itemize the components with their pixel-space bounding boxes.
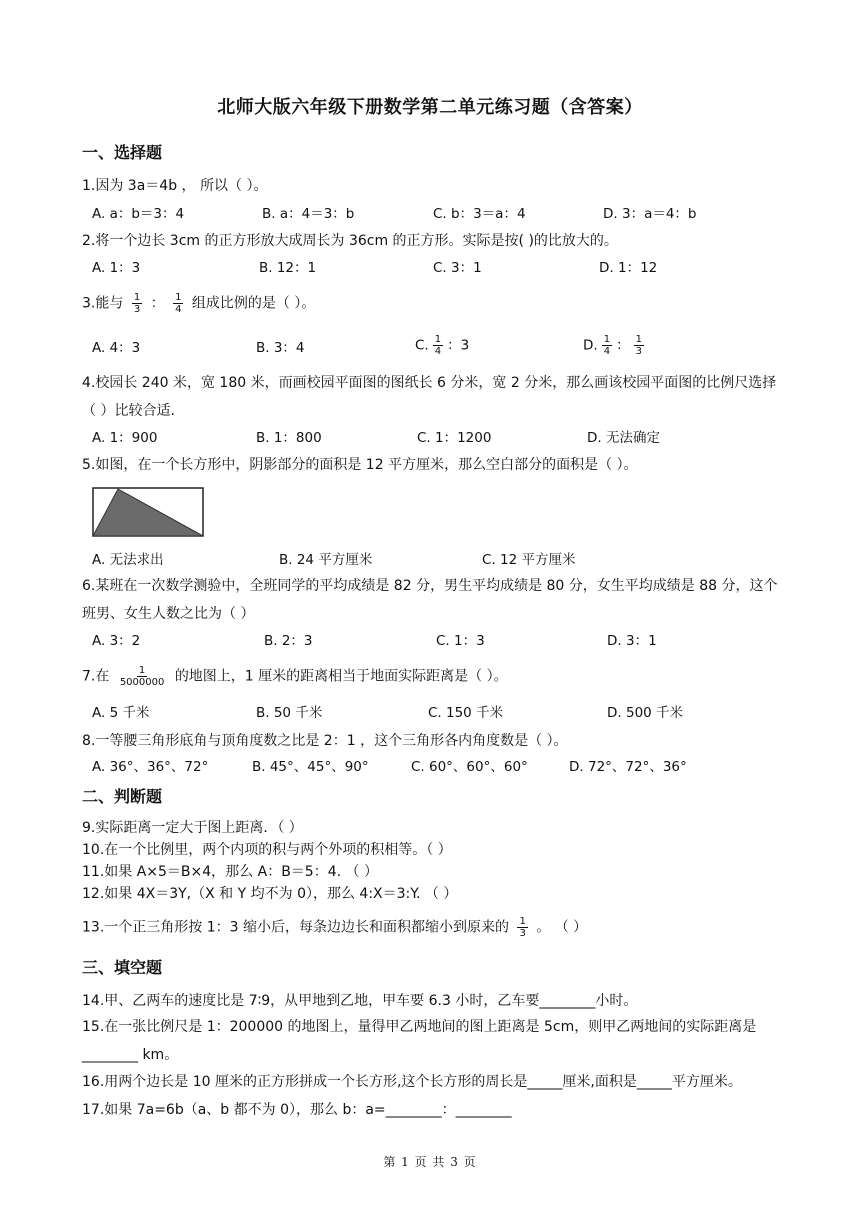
section-heading-fill: 三、填空题 xyxy=(82,958,163,977)
question-3 xyxy=(82,292,315,315)
q7-scale-fraction: $\frac{1}{5000000}$ xyxy=(119,665,165,688)
section-heading-choice: 一、选择题 xyxy=(82,143,163,162)
page-title: 北师大版六年级下册数学第二单元练习题（含答案） xyxy=(217,97,643,118)
question-17: 17.如果 7a=6b（a、b 都不为 0），那么 b：a=________：________ xyxy=(82,1102,512,1118)
q5-option-c: C. 12 平方厘米 xyxy=(482,552,576,568)
q8-option-c: C. 60°、60°、60° xyxy=(411,759,528,775)
q1-option-c: C. b：3＝a：4 xyxy=(433,206,526,222)
question-14: 14.甲、乙两车的速度比是 7∶9，从甲地到乙地，甲车要 6.3 小时，乙车要________小时。 xyxy=(82,993,638,1009)
question-9: 9.实际距离一定大于图上距离．（ ） xyxy=(82,820,303,836)
q4-option-a: A. 1：900 xyxy=(92,430,158,446)
q6-option-b: B. 2：3 xyxy=(264,633,313,649)
q6-option-d: D. 3：1 xyxy=(607,633,657,649)
q8-option-d: D. 72°、72°、36° xyxy=(569,759,687,775)
question-5: 5.如图，在一个长方形中，阴影部分的面积是 12 平方厘米，那么空白部分的面积是（ ）。 xyxy=(82,457,638,473)
question-11: 11.如果 A×5＝B×4，那么 A：B＝5：4. （ ） xyxy=(82,864,378,880)
q7-option-c: C. 150 千米 xyxy=(428,705,504,721)
q5-rectangle-figure xyxy=(92,487,204,537)
q2-option-c: C. 3：1 xyxy=(433,260,482,276)
q4-option-c: C. 1：1200 xyxy=(417,430,492,446)
q3-option-d: D. $\frac{1}{4}$ ： $\frac{1}{3}$ xyxy=(583,334,642,357)
q1-option-a: A. a：b＝3：4 xyxy=(92,206,185,222)
q3-suffix: 组成比例的是（ ）。 xyxy=(191,295,316,312)
question-2: 2.将一个边长 3cm 的正方形放大成周长为 36cm 的正方形。实际是按( )的比放大的。 xyxy=(82,233,618,249)
q7-option-d: D. 500 千米 xyxy=(607,705,684,721)
q2-option-a: A. 1：3 xyxy=(92,260,141,276)
question-13: 13.一个正三角形按 1：3 缩小后，每条边边长和面积都缩小到原来的 $\frac{1}{3}$ 。 （ ） xyxy=(82,916,588,939)
q7-option-b: B. 50 千米 xyxy=(256,705,323,721)
q5-option-a: A. 无法求出 xyxy=(92,552,164,568)
q4-option-b: B. 1：800 xyxy=(256,430,322,446)
question-4: 4.校园长 240 米，宽 180 米，而画校园平面图的图纸长 6 分米，宽 2 分米，那么画该校园平面图的比例尺选择（ ）比较合适. xyxy=(82,375,777,419)
q5-option-b: B. 24 平方厘米 xyxy=(279,552,373,568)
question-12: 12.如果 4X＝3Y,（X 和 Y 均不为 0），那么 4:X＝3:Y. （ ） xyxy=(82,886,458,902)
q2-option-b: B. 12：1 xyxy=(259,260,317,276)
q3-option-c: C. $\frac{1}{4}$ ：3 xyxy=(415,334,470,357)
question-15: 15.在一张比例尺是 1：200000 的地图上，量得甲乙两地间的图上距离是 5cm，则甲乙两地间的实际距离是________ km。 xyxy=(82,1019,757,1063)
question-10: 10.在一个比例里，两个内项的积与两个外项的积相等。（ ） xyxy=(82,842,452,858)
q7-option-a: A. 5 千米 xyxy=(92,705,150,721)
q8-option-b: B. 45°、45°、90° xyxy=(252,759,369,775)
q6-option-a: A. 3：2 xyxy=(92,633,141,649)
question-7: 7.在 $\frac{1}{5000000}$ 的地图上，1 厘米的距离相当于地面实际距离是（ ）。 xyxy=(82,665,508,688)
question-6: 6.某班在一次数学测验中，全班同学的平均成绩是 82 分，男生平均成绩是 80 分，女生平均成绩是 88 分，这个班男、女生人数之比为（ ） xyxy=(82,578,778,622)
q1-option-d: D. 3：a＝4：b xyxy=(603,206,697,222)
q2-option-d: D. 1：12 xyxy=(599,260,658,276)
q3-colon: ： xyxy=(150,295,165,312)
q1-option-b: B. a：4＝3：b xyxy=(262,206,355,222)
question-1: 1.因为 3a＝4b ， 所以（ ）。 xyxy=(82,178,268,194)
q3-option-b: B. 3：4 xyxy=(256,340,305,356)
q4-option-d: D. 无法确定 xyxy=(587,430,660,446)
q3-prefix: 3.能与 xyxy=(82,295,124,312)
question-16: 16.用两个边长是 10 厘米的正方形拼成一个长方形,这个长方形的周长是_____厘米,面积是_____平方厘米。 xyxy=(82,1074,742,1090)
q3-fraction-1: $\frac{1}{3}$ xyxy=(133,292,141,315)
q3-fraction-2: $\frac{1}{4}$ xyxy=(175,292,182,315)
q13-fraction: $\frac{1}{3}$ xyxy=(519,916,526,939)
q3-option-a: A. 4：3 xyxy=(92,340,141,356)
q8-option-a: A. 36°、36°、72° xyxy=(92,759,209,775)
q6-option-c: C. 1：3 xyxy=(436,633,485,649)
page-footer: 第 1 页 共 3 页 xyxy=(383,1155,477,1169)
section-heading-judge: 二、判断题 xyxy=(82,787,163,806)
question-8: 8.一等腰三角形底角与顶角度数之比是 2：1 ，这个三角形各内角度数是（ ）。 xyxy=(82,733,568,749)
